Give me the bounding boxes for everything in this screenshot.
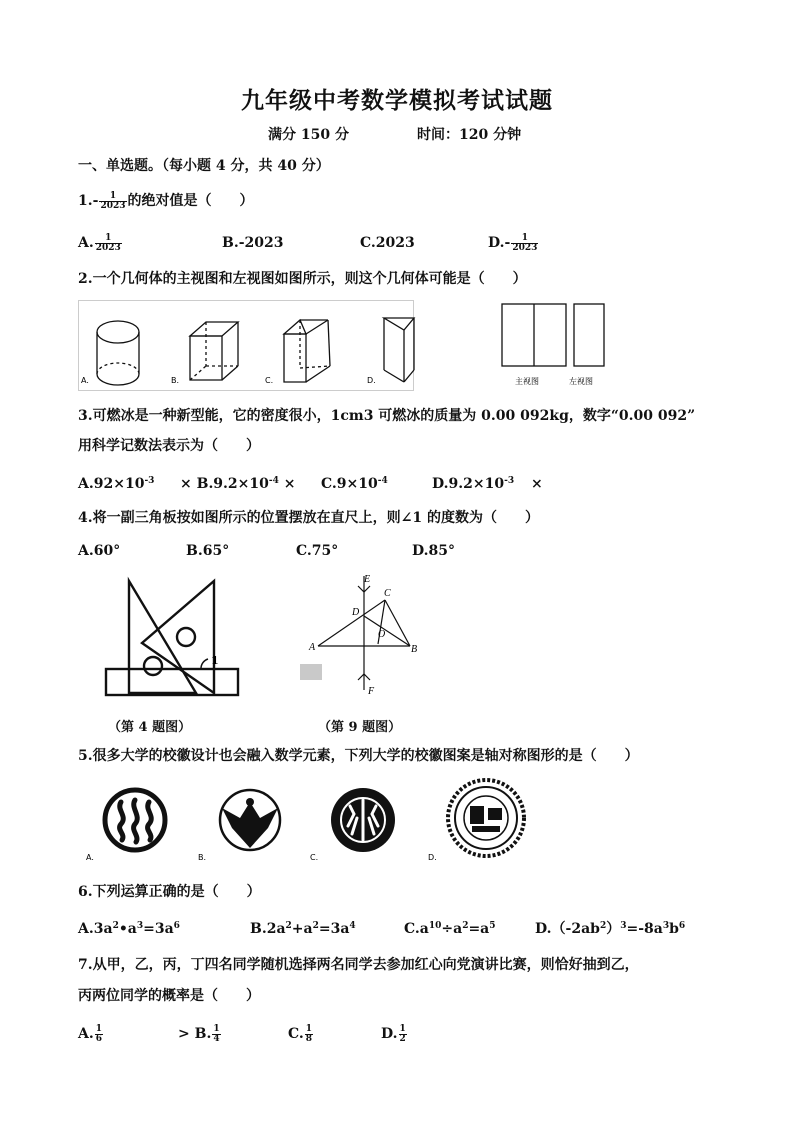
question-3-line2: 用科学记数法表示为（ ） (78, 438, 260, 454)
q1-d-den: 2023 (512, 242, 538, 253)
q6-d-4: b (669, 921, 679, 937)
question-7-line2: 丙两位同学的概率是（ ） (78, 988, 260, 1004)
q6-a-1: A.3a (78, 921, 113, 937)
q6-b-e3: 4 (349, 921, 356, 931)
q1-fraction (99, 192, 126, 211)
q1-option-b: B.-2023 (222, 235, 284, 251)
q4-option-b: B.65° (186, 543, 230, 559)
q7-b-num: 1 (213, 1023, 220, 1034)
q3-b-exp: -4 (268, 476, 279, 486)
q6-c-e1: 10 (428, 921, 442, 931)
question-4: 4.将一副三角板按如图所示的位置摆放在直尺上，则∠1 的度数为（ ） (78, 510, 539, 526)
q3-b-text: × B.9.2×10 (180, 476, 269, 492)
q5-figure (78, 778, 530, 868)
q1-a-prefix: A. (78, 235, 94, 251)
q4-option-a: A.60° (78, 543, 121, 559)
q3-d-text: D.9.2×10 (432, 476, 505, 492)
q7-option-b (178, 1024, 222, 1044)
q7-option-d (381, 1024, 408, 1044)
section-heading: 一、单选题。（每小题 4 分，共 40 分） (78, 158, 330, 174)
q3-mark: × (531, 476, 543, 492)
figure-9-caption: （第 9 题图） (318, 720, 402, 735)
q3-d-exp: -3 (504, 476, 515, 486)
q7-c-fraction (305, 1025, 313, 1044)
triangle-set-square-1 (129, 581, 196, 693)
q6-d-e4: 6 (678, 921, 686, 931)
q6-d-e3: 3 (662, 921, 670, 931)
hole-circle-2 (177, 628, 195, 646)
emblem-d (448, 780, 524, 856)
q1-frac-num: 1 (99, 192, 126, 202)
emblem-b (220, 790, 280, 850)
line-cb (385, 600, 410, 646)
q6-a-e2: 3 (136, 921, 144, 931)
q7-b-den: 4 (213, 1033, 220, 1044)
q6-option-a (78, 919, 180, 939)
q6-d-3: =-8a (626, 921, 663, 937)
q2-figure (78, 300, 618, 392)
question-1 (78, 191, 254, 211)
q2-options-frame (79, 301, 414, 391)
question-6: 6.下列运算正确的是（ ） (78, 884, 261, 900)
cuboid-shape (190, 322, 238, 380)
hole-circle-1 (144, 657, 162, 675)
q7-a-prefix: A. (78, 1026, 94, 1042)
q1-option-c: C.2023 (360, 235, 415, 251)
q7-c-num: 1 (305, 1023, 313, 1034)
q6-d-1: D.（-2ab (535, 921, 600, 937)
q1-d-prefix: D.- (488, 235, 511, 251)
q7-c-den: 8 (305, 1033, 313, 1044)
front-view-label: 主视图 (515, 377, 539, 386)
cylinder-shape (97, 321, 139, 385)
q1-option-d (488, 233, 539, 253)
q7-c-prefix: C. (288, 1026, 304, 1042)
q3-option-d (432, 474, 514, 494)
point-d-label: D (352, 607, 360, 618)
angle-1-label: 1 (211, 654, 219, 667)
q6-option-b (250, 919, 356, 939)
q6-b-e1: 2 (285, 921, 292, 931)
page-title: 九年级中考数学模拟考试试题 (241, 87, 553, 114)
q7-a-den: 6 (95, 1033, 103, 1044)
q5-label-d: D. (428, 853, 437, 862)
point-o-label: O (378, 629, 386, 640)
q1-d-num: 1 (511, 234, 538, 244)
q3-option-c (321, 474, 388, 494)
left-view-shape (574, 304, 604, 366)
smudge-mark (300, 664, 322, 680)
q1-suffix: 的绝对值是（ ） (127, 193, 254, 209)
q7-d-prefix: D. (381, 1026, 398, 1042)
q6-a-2: •a (118, 921, 137, 937)
figure-4-caption: （第 4 题图） (108, 720, 192, 735)
q7-d-den: 2 (399, 1033, 406, 1044)
q6-a-e1: 2 (112, 921, 119, 931)
q1-prefix: 1.- (78, 193, 99, 209)
q5-label-a: A. (86, 853, 94, 862)
q6-b-2: +a (291, 921, 313, 937)
question-2: 2.一个几何体的主视图和左视图如图所示，则这个几何体可能是（ ） (78, 271, 527, 287)
q6-a-3: =3a (143, 921, 174, 937)
emblem-a (105, 790, 165, 850)
left-view-label: 左视图 (569, 377, 593, 386)
q7-d-fraction (399, 1025, 407, 1044)
q3-option-a (78, 474, 154, 494)
q6-c-e2: 2 (462, 921, 469, 931)
point-a-label: A (309, 642, 316, 653)
q6-b-3: =3a (318, 921, 350, 937)
ruler-shape (106, 669, 238, 695)
q6-d-e1: 2 (599, 921, 607, 931)
q6-c-3: =a (468, 921, 490, 937)
q4-option-d: D.85° (412, 543, 455, 559)
front-view-shape (502, 304, 566, 366)
q2-label-a: A. (81, 376, 89, 385)
q7-b-fraction (212, 1025, 220, 1044)
q3-c-text: C.9×10 (321, 476, 378, 492)
q3-c-exp: -4 (377, 476, 388, 486)
q1-d-fraction (511, 234, 538, 253)
question-7-line1: 7.从甲，乙，丙，丁四名同学随机选择两名同学去参加红心向党演讲比赛，则恰好抽到乙， (78, 957, 639, 973)
figure-9-geometry (300, 572, 425, 707)
emblem-c (331, 788, 395, 852)
q6-c-1: C.a (404, 921, 429, 937)
q6-c-2: ÷a (441, 921, 463, 937)
point-f-label: F (368, 686, 375, 697)
q1-a-fraction (95, 234, 122, 253)
point-c-label: C (384, 588, 391, 599)
q7-d-num: 1 (399, 1023, 406, 1034)
q2-label-c: C. (265, 376, 274, 385)
point-b-label: B (411, 644, 418, 655)
q7-option-c (288, 1024, 314, 1044)
q7-a-num: 1 (95, 1023, 103, 1034)
q6-option-d (535, 919, 685, 939)
q1-frac-den: 2023 (100, 200, 126, 211)
q6-b-e2: 2 (312, 921, 319, 931)
score-label: 满分 150 分 (268, 127, 349, 143)
triangular-prism-d-shape (384, 318, 414, 382)
time-label: 时间：120 分钟 (417, 127, 522, 143)
q6-option-c (404, 919, 496, 939)
q5-label-c: C. (310, 853, 319, 862)
q3-a-exp: -3 (144, 476, 155, 486)
q7-option-a (78, 1024, 104, 1044)
triangular-prism-c-shape (284, 320, 330, 382)
q1-a-num: 1 (95, 234, 122, 244)
q7-b-prefix: > B. (178, 1026, 212, 1042)
line-db (364, 616, 410, 646)
q3-b-mark: × (278, 476, 296, 492)
q6-a-e3: 6 (173, 921, 180, 931)
q2-label-d: D. (367, 376, 376, 385)
q1-a-den: 2023 (95, 242, 121, 253)
q3-option-b (180, 474, 296, 494)
q5-label-b: B. (198, 853, 207, 862)
q1-option-a (78, 233, 123, 253)
q7-a-fraction (95, 1025, 103, 1044)
q6-c-e3: 5 (489, 921, 496, 931)
question-5: 5.很多大学的校徽设计也会融入数学元素，下列大学的校徽图案是轴对称图形的是（ ） (78, 748, 639, 764)
q2-label-b: B. (171, 376, 180, 385)
question-3-line1: 3.可燃冰是一种新型能，它的密度很小，1cm3 可燃冰的质量为 0.00 092kg，数字“0.00 092” (78, 408, 696, 424)
q3-a-text: A.92×10 (78, 476, 145, 492)
figure-4-triangles (104, 575, 240, 700)
q6-d-e2: 3 (620, 921, 627, 931)
q6-d-2: ） (606, 921, 621, 937)
angle-1-arc (201, 659, 208, 669)
q6-b-1: B.2a (250, 921, 286, 937)
q4-option-c: C.75° (296, 543, 339, 559)
point-e-label: E (364, 574, 371, 585)
